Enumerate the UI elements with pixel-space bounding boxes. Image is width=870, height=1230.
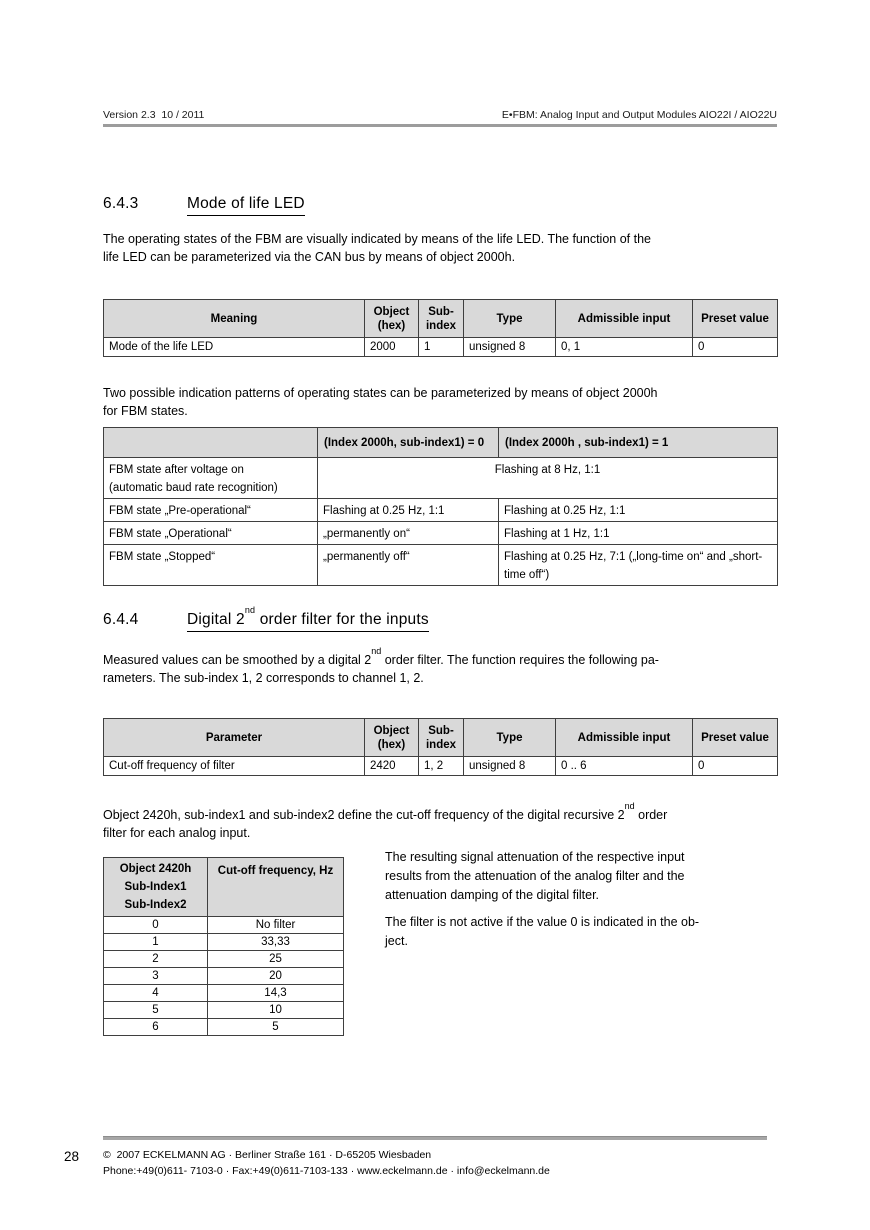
- footer-rule: [103, 1136, 767, 1140]
- text-line: (hex): [377, 319, 406, 332]
- table-row: [104, 757, 778, 776]
- footer-copyright: © 2007 ECKELMANN AG · Berliner Straße 161 · D-65205 Wiesbaden: [103, 1149, 432, 1161]
- para-life-led-intro: [103, 230, 793, 266]
- cell-frequency: 14,3: [208, 985, 344, 1002]
- table-row: [104, 917, 344, 934]
- cell-frequency: 20: [208, 968, 344, 985]
- cell-type: unsigned 8: [464, 338, 556, 357]
- text-line: The filter is not active if the value 0 is indicated in the ob-: [385, 915, 700, 929]
- table-row: [104, 951, 344, 968]
- cutoff-frequency-table: [103, 857, 344, 1036]
- para-indication-patterns: [103, 384, 793, 420]
- cell-frequency: 25: [208, 951, 344, 968]
- superscript: nd: [624, 801, 635, 811]
- footer-contact: Phone:+49(0)611- 7103-0 · Fax:+49(0)611-7103-133 · www.eckelmann.de · info@eckelmann.de: [103, 1164, 550, 1177]
- table-header-row: [104, 428, 778, 458]
- fbm-states-table: [103, 427, 778, 586]
- cell-object: 2000: [365, 338, 419, 357]
- cell-preset: 0: [693, 757, 778, 776]
- heading-number: 6.4.4: [103, 611, 139, 629]
- text-line: Object: [373, 305, 410, 318]
- cell-subindex: 1: [419, 338, 464, 357]
- footer-text: [103, 1148, 550, 1179]
- table-header-row: [104, 858, 344, 917]
- col-type: Type: [464, 719, 556, 757]
- cell-frequency: 33,33: [208, 934, 344, 951]
- cell-admissible: 0, 1: [556, 338, 693, 357]
- cell-frequency: No filter: [208, 917, 344, 934]
- cell-index: 3: [104, 968, 208, 985]
- text-line: filter for each analog input.: [103, 826, 251, 841]
- col-cutoff-frequency: Cut-off frequency, Hz: [208, 858, 344, 917]
- col-object-subindex: [104, 858, 208, 917]
- header-rule: [103, 124, 777, 127]
- cell-type: unsigned 8: [464, 757, 556, 776]
- table-row: [104, 934, 344, 951]
- text-segment: Digital 2: [187, 611, 245, 629]
- cell-meaning: Mode of the life LED: [104, 338, 365, 357]
- text-segment: Measured values can be smoothed by a digital 2: [103, 653, 372, 668]
- cell-preset: 0: [693, 338, 778, 357]
- table-row: [104, 1019, 344, 1036]
- superscript: nd: [244, 605, 256, 615]
- col-preset-value: Preset value: [693, 300, 778, 338]
- cell-index: 0: [104, 917, 208, 934]
- text-line: index: [425, 319, 457, 332]
- text-line: for FBM states.: [103, 404, 188, 418]
- cell-frequency: 10: [208, 1002, 344, 1019]
- object-2420-table: [103, 718, 778, 776]
- col-admissible-input: Admissible input: [556, 719, 693, 757]
- cell-index: 5: [104, 1002, 208, 1019]
- cell-state: FBM state „Stopped“: [104, 545, 318, 586]
- object-2000-table: [103, 299, 778, 357]
- table-row: [104, 985, 344, 1002]
- text-line: The resulting signal attenuation of the respective input: [385, 850, 685, 864]
- text-line: (hex): [377, 738, 406, 751]
- para-filter-intro: [103, 647, 793, 687]
- table-row: [104, 499, 778, 522]
- text-line: Object: [373, 724, 410, 737]
- table-header-row: [104, 719, 778, 757]
- page-number: 28: [64, 1149, 80, 1164]
- col-empty: [104, 428, 318, 458]
- side-text-block: [385, 848, 773, 951]
- col-object-hex: [365, 719, 419, 757]
- cell-state: FBM state „Operational“: [104, 522, 318, 545]
- cell-object: 2420: [365, 757, 419, 776]
- text-segment: order: [634, 808, 668, 823]
- cell-voltage-value: Flashing at 8 Hz, 1:1: [318, 458, 778, 499]
- cell-state-voltage-on: [104, 458, 318, 499]
- text-line: Object 2420h: [119, 863, 192, 875]
- paragraph-gap: [385, 905, 773, 913]
- table-row: [104, 545, 778, 586]
- cell-index: 6: [104, 1019, 208, 1036]
- text-line: results from the attenuation of the analog filter and the: [385, 869, 685, 883]
- table-row: [104, 458, 778, 499]
- cell-admissible: 0 .. 6: [556, 757, 693, 776]
- text-line: rameters. The sub-index 1, 2 corresponds to channel 1, 2.: [103, 671, 424, 686]
- cell-pattern-0: Flashing at 0.25 Hz, 1:1: [318, 499, 499, 522]
- table-header-row: [104, 300, 778, 338]
- text-line: Sub-: [428, 305, 454, 318]
- text-line: index: [425, 738, 457, 751]
- col-type: Type: [464, 300, 556, 338]
- cell-pattern-1: Flashing at 0.25 Hz, 7:1 („long-time on“ and „short-time off“): [499, 545, 778, 586]
- heading-title: Mode of life LED: [187, 195, 305, 216]
- heading-number: 6.4.3: [103, 195, 139, 212]
- table-row: [104, 1002, 344, 1019]
- table-row: [104, 968, 344, 985]
- text-segment: Object 2420h, sub-index1 and sub-index2 define the cut-off frequency of the digital recursive 2: [103, 808, 625, 823]
- section-6-4-3-heading: [103, 195, 305, 216]
- col-subindex: [419, 719, 464, 757]
- col-meaning: Meaning: [104, 300, 365, 338]
- header-version: Version 2.3 10 / 2011: [103, 109, 205, 121]
- text-line: FBM state after voltage on: [109, 464, 244, 476]
- cell-index: 2: [104, 951, 208, 968]
- text-segment: order filter. The function requires the following pa-: [381, 653, 659, 668]
- section-6-4-4-heading: [103, 605, 429, 632]
- text-line: life LED can be parameterized via the CAN bus by means of object 2000h.: [103, 250, 516, 264]
- text-segment: order filter for the inputs: [255, 611, 429, 629]
- col-subindex1-0: (Index 2000h, sub-index1) = 0: [318, 428, 499, 458]
- text-line: ject.: [385, 934, 408, 948]
- header-doc-title: E•FBM: Analog Input and Output Modules AIO22I / AIO22U: [501, 109, 777, 121]
- cell-parameter: Cut-off frequency of filter: [104, 757, 365, 776]
- text-line: attenuation damping of the digital filter.: [385, 888, 600, 902]
- heading-title: [187, 605, 429, 632]
- text-line: Sub-: [428, 724, 454, 737]
- col-subindex1-1: (Index 2000h , sub-index1) = 1: [499, 428, 778, 458]
- text-line: Sub-Index1: [124, 881, 187, 893]
- table-row: [104, 522, 778, 545]
- col-object-hex: [365, 300, 419, 338]
- cell-index: 4: [104, 985, 208, 1002]
- cell-subindex: 1, 2: [419, 757, 464, 776]
- text-line: (automatic baud rate recognition): [109, 482, 278, 494]
- superscript: nd: [371, 646, 382, 656]
- text-line: [103, 647, 793, 669]
- col-admissible-input: Admissible input: [556, 300, 693, 338]
- table-row: [104, 338, 778, 357]
- col-parameter: Parameter: [104, 719, 365, 757]
- cell-pattern-0: „permanently off“: [318, 545, 499, 586]
- text-line: Two possible indication patterns of operating states can be parameterized by means of object 2000h: [103, 386, 658, 400]
- text-line: The operating states of the FBM are visually indicated by means of the life LED. The function of the: [103, 232, 651, 246]
- cell-frequency: 5: [208, 1019, 344, 1036]
- col-subindex: [419, 300, 464, 338]
- para-object-2420: [103, 802, 793, 842]
- cell-index: 1: [104, 934, 208, 951]
- cell-pattern-0: „permanently on“: [318, 522, 499, 545]
- cell-pattern-1: Flashing at 0.25 Hz, 1:1: [499, 499, 778, 522]
- text-line: Sub-Index2: [124, 899, 187, 911]
- cell-pattern-1: Flashing at 1 Hz, 1:1: [499, 522, 778, 545]
- col-preset-value: Preset value: [693, 719, 778, 757]
- cell-state: FBM state „Pre-operational“: [104, 499, 318, 522]
- text-line: [103, 802, 793, 824]
